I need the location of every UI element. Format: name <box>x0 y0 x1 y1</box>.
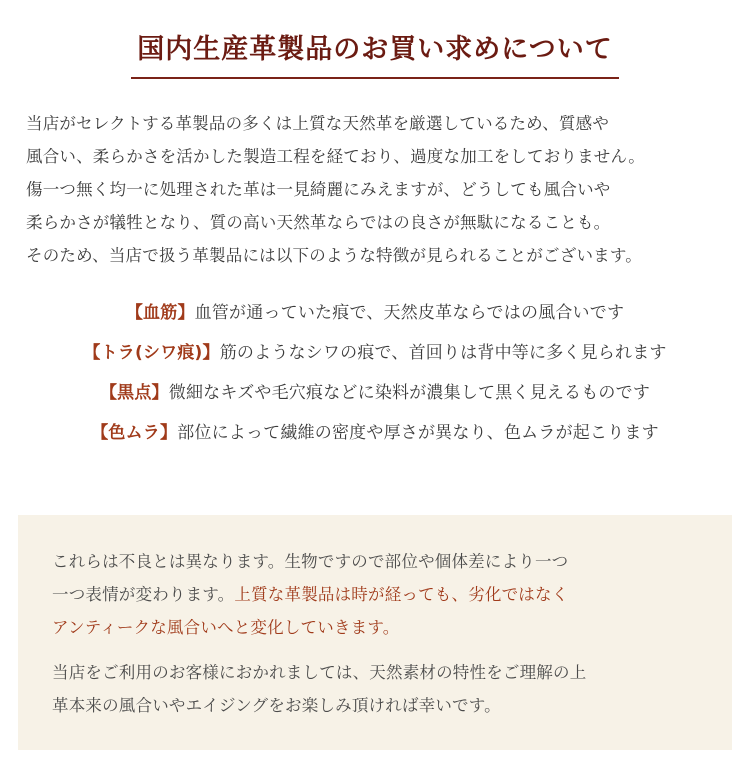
note-line <box>52 611 698 644</box>
page-title: 国内生産革製品のお買い求めについて <box>131 28 618 79</box>
note-accent-text: アンティークな風合いへと変化していきます。 <box>52 618 400 637</box>
feature-text: 筋のようなシワの痕で、首回りは背中等に多く見られます <box>219 343 667 364</box>
feature-item <box>20 414 730 454</box>
feature-tag: 【黒点】 <box>99 382 169 403</box>
note-line <box>52 656 698 689</box>
feature-list <box>0 294 750 454</box>
intro-line: 傷一つ無く均一に処理された革は一見綺麗にみえますが、どうしても風合いや <box>26 180 611 200</box>
feature-item <box>20 294 730 334</box>
intro-line: そのため、当店で扱う革製品には以下のような特徴が見られることがございます。 <box>26 246 642 266</box>
document-page <box>0 28 750 778</box>
note-accent-text: 劣化ではなく <box>468 585 569 604</box>
feature-item <box>20 374 730 414</box>
feature-item <box>20 334 730 374</box>
intro-line: 当店がセレクトする革製品の多くは上質な天然革を厳選しているため、質感や <box>26 114 610 134</box>
note-line <box>52 689 698 722</box>
note-text: 当店をご利用のお客様におかれましては、天然素材の特性をご理解の上 <box>52 663 587 682</box>
feature-tag: 【トラ(シワ痕)】 <box>83 343 220 364</box>
note-text: 革本来の風合いやエイジングをお楽しみ頂ければ幸いです。 <box>52 696 501 715</box>
note-accent-text: 上質な革製品は時が経っても、 <box>234 585 469 604</box>
note-box <box>18 515 732 750</box>
note-text: これらは不良とは異なります。生物ですので部位や個体差により一つ <box>52 552 569 571</box>
intro-line: 風合い、柔らかさを活かした製造工程を経ており、過度な加工をしておりません。 <box>26 147 645 167</box>
feature-text: 部位によって繊維の密度や厚さが異なり、色ムラが起こります <box>177 422 659 443</box>
title-container <box>0 28 750 79</box>
intro-line: 柔らかさが犠牲となり、質の高い天然革ならではの良さが無駄になることも。 <box>26 213 611 233</box>
intro-paragraph <box>0 107 750 272</box>
note-spacer <box>52 644 698 656</box>
note-text: 一つ表情が変わります。 <box>52 585 235 604</box>
feature-text: 血管が通っていた痕で、天然皮革ならではの風合いです <box>194 303 625 324</box>
feature-tag: 【血筋】 <box>125 303 195 324</box>
feature-tag: 【色ムラ】 <box>91 422 178 443</box>
note-line <box>52 545 698 578</box>
feature-text: 微細なキズや毛穴痕などに染料が濃集して黒く見えるものです <box>168 382 651 403</box>
note-line <box>52 578 698 611</box>
